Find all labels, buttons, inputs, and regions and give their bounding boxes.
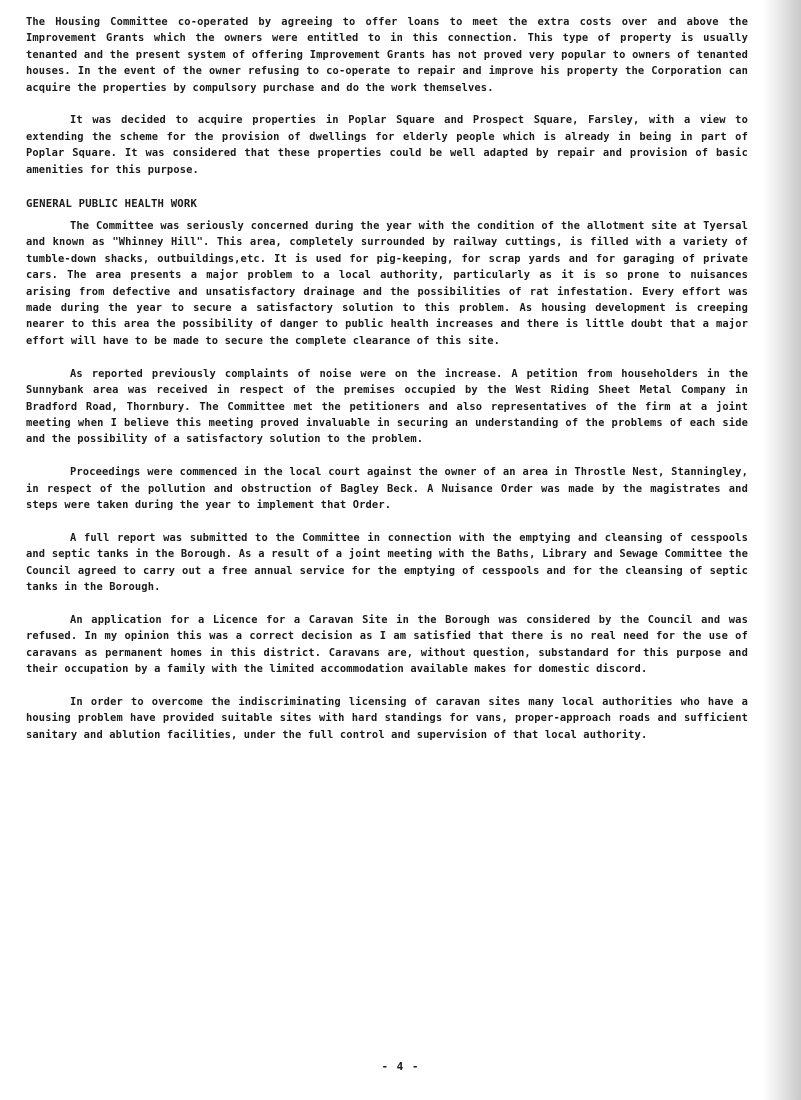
scan-shadow-edge: [763, 0, 801, 1100]
paragraph-improvement-loans: The Housing Committee co-operated by agreeing to offer loans to meet the extra costs over and above the Improvement Grants which the owners were entitled to in this connection. This type of property is usually tenanted and the present system of offering Improvement Grants has not proved very popular to owners of tenanted houses. In the event of the owner refusing to co-operate to repair and improve his property the Corporation can acquire the properties by compulsory purchase and do the work themselves.: [26, 16, 748, 94]
paragraph-caravan-sites: In order to overcome the indiscriminating licensing of caravan sites many local authorities who have a housing problem have provided suitable sites with hard standings for vans, proper-approach roads and sufficient sanitary and ablution facilities, under the full control and supervision of that local authority.: [26, 695, 748, 741]
page-number: - 4 -: [381, 1060, 420, 1073]
paragraph-poplar-square: It was decided to acquire properties in Poplar Square and Prospect Square, Farsley, with a view to extending the scheme for the provision of dwellings for elderly people which is already in being in part of Poplar Square. It was considered that these properties could be well adapted by repair and provision of basic amenities for this purpose.: [26, 114, 748, 176]
paragraph-caravan-licence: An application for a Licence for a Caravan Site in the Borough was considered by the Council and was refused. In my opinion this was a correct decision as I am satisfied that there is no real need for the use of caravans as permanent homes in this district. Caravans are, without question, substandard for this purpose and their occupation by a family with the limited accommodation available makes for domestic discord.: [26, 613, 748, 675]
paragraph-whinney-hill: The Committee was seriously concerned during the year with the condition of the allotment site at Tyersal and known as "Whinney Hill". This area, completely surrounded by railway cuttings, is filled with a variety of tumble-down shacks, outbuildings,etc. It is used for pig-keeping, for scrap yards and for garaging of private cars. The area presents a major problem to a local authority, particularly as it is so prone to nuisances arising from defective and unsatisfactory drainage and the possibilities of rat infestation. Every effort was made during the year to secure a satisfactory solution to this problem. As housing development is creeping nearer to this area the possibility of danger to public health increases and there is little doubt that a major effort will have to be made to secure the complete clearance of this site.: [26, 220, 748, 347]
page-content: [26, 14, 748, 743]
section-heading: GENERAL PUBLIC HEALTH WORK: [26, 198, 198, 211]
paragraph-bagley-beck: Proceedings were commenced in the local court against the owner of an area in Throstle Nest, Stanningley, in respect of the pollution and obstruction of Bagley Beck. A Nuisance Order was made by the magistrates and steps were taken during the year to implement that Order.: [26, 466, 748, 511]
paragraph-noise-complaints: As reported previously complaints of noise were on the increase. A petition from householders in the Sunnybank area was received in respect of the premises occupied by the West Riding Sheet Metal Company in Bradford Road, Thornbury. The Committee met the petitioners and also representatives of the firm at a joint meeting when I believe this meeting proved invaluable in securing an understanding of the problems of each side and the possibility of a satisfactory solution to the problem.: [26, 367, 748, 446]
paragraph-cesspools: A full report was submitted to the Committee in connection with the emptying and cleansing of cesspools and septic tanks in the Borough. As a result of a joint meeting with the Baths, Library and Sewage Committee the Council agreed to carry out a free annual service for the emptying of cesspools and for the cleansing of septic tanks in the Borough.: [26, 531, 748, 593]
